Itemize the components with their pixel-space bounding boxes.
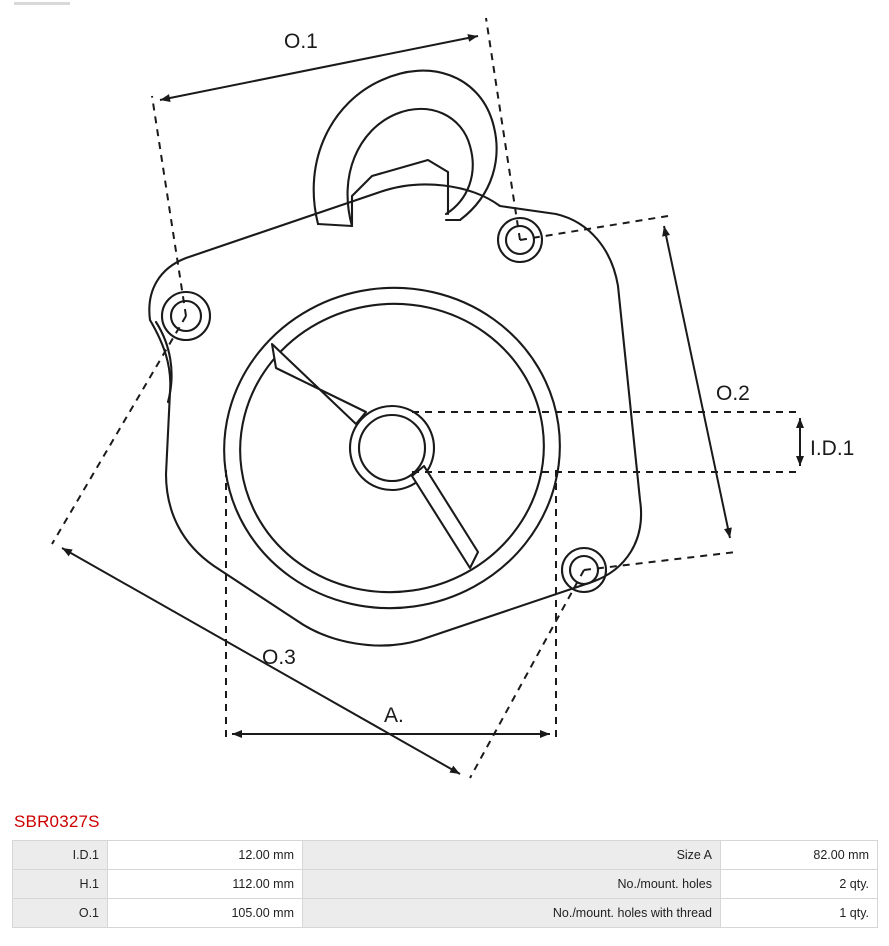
specification-table (12, 840, 878, 928)
spec-label-h1: H.1 (13, 870, 108, 899)
radial-slots (272, 344, 478, 568)
spec-label-id1: I.D.1 (13, 841, 108, 870)
spec-value-id1: 12.00 mm (108, 841, 303, 870)
dimension-o3 (52, 316, 584, 778)
part-code: SBR0327S (14, 812, 100, 831)
spec-value-mount-holes-thread: 1 qty. (721, 899, 878, 928)
table-row (13, 899, 878, 928)
spec-label-mount-holes-thread: No./mount. holes with thread (303, 899, 721, 928)
dimension-o1 (152, 18, 520, 316)
dimension-label-o3: O.3 (262, 646, 296, 669)
spec-value-o1: 105.00 mm (108, 899, 303, 928)
dimension-id1 (412, 412, 800, 472)
spec-label-mount-holes: No./mount. holes (303, 870, 721, 899)
table-row (13, 870, 878, 899)
dimension-label-a: A. (384, 704, 404, 727)
top-loop (314, 71, 497, 226)
dimension-label-o1: O.1 (284, 30, 318, 53)
corner-mark (14, 2, 70, 5)
dimension-label-id1: I.D.1 (810, 437, 855, 460)
spec-value-mount-holes: 2 qty. (721, 870, 878, 899)
spec-label-size-a: Size A (303, 841, 721, 870)
spec-label-o1: O.1 (13, 899, 108, 928)
table-row (13, 841, 878, 870)
spec-value-size-a: 82.00 mm (721, 841, 878, 870)
dimension-label-o2: O.2 (716, 382, 750, 405)
spec-value-h1: 112.00 mm (108, 870, 303, 899)
dimension-a (226, 470, 556, 740)
central-bore (203, 266, 580, 630)
part-info-section (12, 812, 878, 928)
